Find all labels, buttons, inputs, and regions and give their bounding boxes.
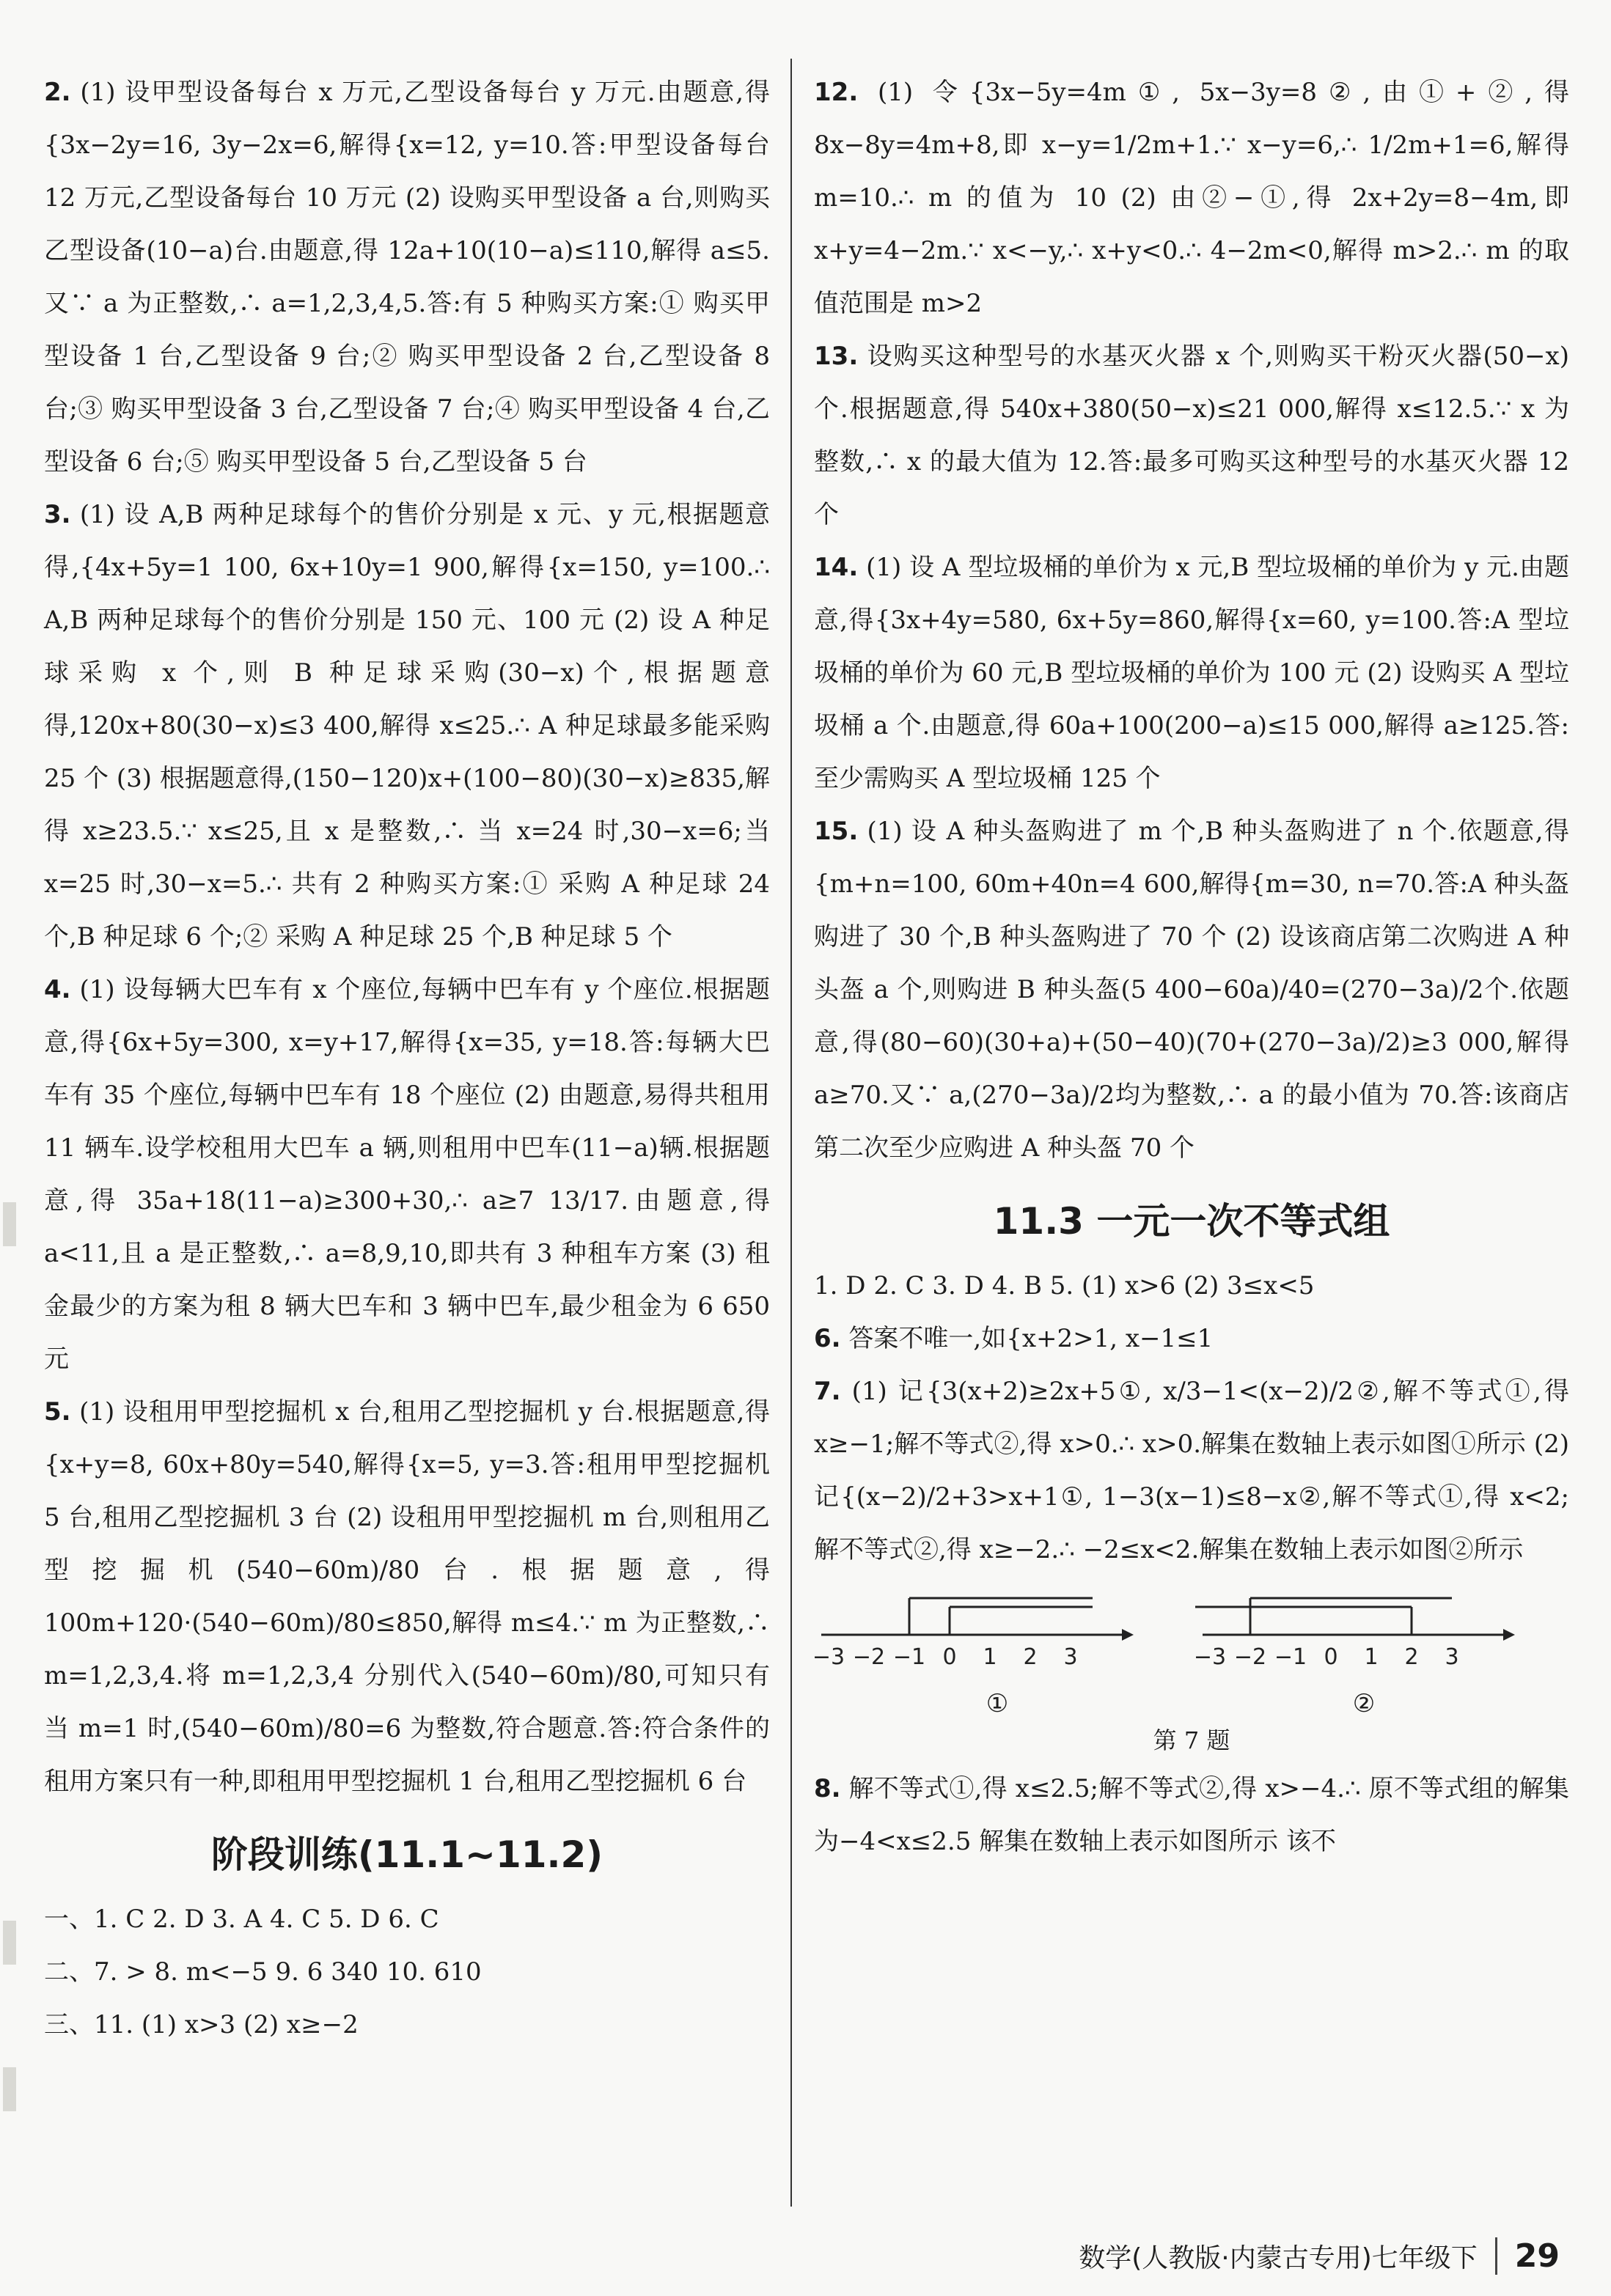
problem-15: 15. (1) 设 A 种头盔购进了 m 个,B 种头盔购进了 n 个.依题意,得{m+n=100, 60m+40n=4 600,解得{m=30, n=70.答:A 种头盔购进了 30 个,B 种头盔购进了 70 个 (2) 设该商店第二次购进 A 种头盔 a 个,则购进 B 种头盔(5 400−60a)/40=(270−3a)/2个.依题意,得(80−60)(30+a)+(50−40)(70+(270−3a)/2)≥3 000,解得 a≥70.又∵ a,(270−3a)/2均为整数,∴ a 的最小值为 70.答:该商店第二次至少应购进 A 种头盔 70 个: [814, 817, 1569, 1163]
page-footer: [1079, 2237, 1560, 2275]
problem-6: 6. 答案不唯一,如{x+2>1, x−1≤1: [814, 1324, 1214, 1353]
stage-training-heading: 阶段训练(11.1~11.2): [210, 1833, 603, 1876]
problem-4: 4. (1) 设每辆大巴车有 x 个座位,每辆中巴车有 y 个座位.根据题意,得{6x+5y=300, x=y+17,解得{x=35, y=18.答:每辆大巴车有 35 个座位,每辆中巴车有 18 个座位 (2) 由题意,易得共租用 11 辆车.设学校租用大巴车 a 辆,则租用中巴车(11−a)辆.根据题意,得 35a+18(11−a)≥300+30,∴ a≥7 13/17.由题意,得 a<11,且 a 是正整数,∴ a=8,9,10,即共有 3 种租车方案 (3) 租金最少的方案为租 8 辆大巴车和 3 辆中巴车,最少租金为 6 650 元: [44, 975, 770, 1374]
section-heading: 11.3 一元一次不等式组: [993, 1200, 1390, 1243]
page-number: 29: [1495, 2237, 1560, 2275]
tick-label: −2: [1233, 1644, 1267, 1670]
problem-5: 5. (1) 设租用甲型挖掘机 x 台,租用乙型挖掘机 y 台.根据题意,得{x+y=8, 60x+80y=540,解得{x=5, y=3.答:租用甲型挖掘机 5 台,租用乙型挖掘机 3 台 (2) 设租用甲型挖掘机 m 台,则租用乙型挖掘机(540−60m)/80台.根据题意,得 100m+120·(540−60m)/80≤850,解得 m≤4.∵ m 为正整数,∴ m=1,2,3,4.将 m=1,2,3,4 分别代入(540−60m)/80,可知只有当 m=1 时,(540−60m)/80=6 为整数,符合题意.答:符合条件的租用方案只有一种,即租用甲型挖掘机 1 台,租用乙型挖掘机 6 台: [44, 1397, 770, 1796]
tick-label: 2: [1404, 1644, 1419, 1670]
figure-caption: 第 7 题: [1153, 1726, 1230, 1754]
book-title: 数学(人教版·内蒙古专用)七年级下: [1079, 2243, 1478, 2273]
column-divider: [790, 59, 792, 2207]
stage-answers-row-3: 三、11. (1) x>3 (2) x≥−2: [44, 2010, 359, 2039]
problem-8: 8. 解不等式①,得 x≤2.5;解不等式②,得 x>−4.∴ 原不等式组的解集为−4<x≤2.5 解集在数轴上表示如图所示 该不: [814, 1774, 1570, 1856]
tick-label: −2: [852, 1644, 886, 1670]
tick-label: 0: [942, 1644, 957, 1670]
tick-label: 3: [1445, 1644, 1459, 1670]
problem-2: 2. (1) 设甲型设备每台 x 万元,乙型设备每台 y 万元.由题意,得{3x−2y=16, 3y−2x=6,解得{x=12, y=10.答:甲型设备每台 12 万元,乙型设备每台 10 万元 (2) 设购买甲型设备 a 台,则购买乙型设备(10−a)台.由题意,得 12a+10(10−a)≤110,解得 a≤5.又∵ a 为正整数,∴ a=1,2,3,4,5.答:有 5 种购买方案:① 购买甲型设备 1 台,乙型设备 9 台;② 购买甲型设备 2 台,乙型设备 8 台;③ 购买甲型设备 3 台,乙型设备 7 台;④ 购买甲型设备 4 台,乙型设备 6 台;⑤ 购买甲型设备 5 台,乙型设备 5 台: [44, 78, 770, 477]
number-line-figure: [814, 1583, 1569, 1762]
problem-14: 14. (1) 设 A 型垃圾桶的单价为 x 元,B 型垃圾桶的单价为 y 元.由题意,得{3x+4y=580, 6x+5y=860,解得{x=60, y=100.答:A 型垃圾桶的单价为 60 元,B 型垃圾桶的单价为 100 元 (2) 设购买 A 型垃圾桶 a 个.由题意,得 60a+100(200−a)≤15 000,解得 a≥125.答:至少需购买 A 型垃圾桶 125 个: [814, 553, 1569, 793]
tick-label: 3: [1063, 1644, 1078, 1670]
section-answers-row-1: 1. D 2. C 3. D 4. B 5. (1) x>6 (2) 3≤x<5: [814, 1271, 1315, 1300]
figure-1-label: ①: [986, 1689, 1009, 1718]
binding-mark: [3, 2067, 16, 2111]
left-column: [44, 66, 770, 2051]
figure-2-label: ②: [1352, 1689, 1376, 1718]
stage-answers-row-1: 一、1. C 2. D 3. A 4. C 5. D 6. C: [44, 1905, 439, 1934]
problem-3: 3. (1) 设 A,B 两种足球每个的售价分别是 x 元、y 元,根据题意得,{4x+5y=1 100, 6x+10y=1 900,解得{x=150, y=100.∴ A,B 两种足球每个的售价分别是 150 元、100 元 (2) 设 A 种足球采购 x 个,则 B 种足球采购(30−x)个,根据题意得,120x+80(30−x)≤3 400,解得 x≤25.∴ A 种足球最多能采购 25 个 (3) 根据题意得,(150−120)x+(100−80)(30−x)≥835,解得 x≥23.5.∵ x≤25,且 x 是整数,∴ 当 x=24 时,30−x=6;当 x=25 时,30−x=5.∴ 共有 2 种购买方案:① 采购 A 种足球 24 个,B 种足球 6 个;② 采购 A 种足球 25 个,B 种足球 5 个: [44, 500, 770, 952]
number-line-2: [1194, 1598, 1515, 1670]
stage-answers-row-2: 二、7. > 8. m<−5 9. 6 340 10. 610: [44, 1957, 482, 1987]
problem-7: 7. (1) 记{3(x+2)≥2x+5①, x/3−1<(x−2)/2②,解不等式①,得 x≥−1;解不等式②,得 x>0.∴ x>0.解集在数轴上表示如图①所示 (2) 记{(x−2)/2+3>x+1①, 1−3(x−1)≤8−x②,解不等式①,得 x<2;解不等式②,得 x≥−2.∴ −2≤x<2.解集在数轴上表示如图②所示: [814, 1377, 1569, 1564]
problem-13: 13. 设购买这种型号的水基灭火器 x 个,则购买干粉灭火器(50−x)个.根据题意,得 540x+380(50−x)≤21 000,解得 x≤12.5.∵ x 为整数,∴ x 的最大值为 12.答:最多可购买这种型号的水基灭火器 12 个: [814, 342, 1569, 529]
tick-label: −1: [1274, 1644, 1307, 1670]
tick-label: −3: [1193, 1644, 1227, 1670]
tick-label: 1: [983, 1644, 997, 1670]
binding-mark: [3, 1921, 16, 1965]
number-line-1: [814, 1598, 1134, 1670]
tick-label: 0: [1324, 1644, 1338, 1670]
tick-label: 1: [1364, 1644, 1379, 1670]
tick-label: 2: [1023, 1644, 1038, 1670]
tick-label: −3: [814, 1644, 845, 1670]
binding-mark: [3, 1202, 16, 1246]
right-column: [814, 66, 1569, 1868]
problem-12: 12. (1) 令{3x−5y=4m①, 5x−3y=8②,由①+②,得 8x−8y=4m+8,即 x−y=1/2m+1.∵ x−y=6,∴ 1/2m+1=6,解得 m=10.∴ m 的值为 10 (2) 由②−①,得 2x+2y=8−4m,即 x+y=4−2m.∵ x<−y,∴ x+y<0.∴ 4−2m<0,解得 m>2.∴ m 的取值范围是 m>2: [814, 78, 1569, 318]
tick-label: −1: [892, 1644, 926, 1670]
number-lines-svg: [814, 1583, 1547, 1686]
